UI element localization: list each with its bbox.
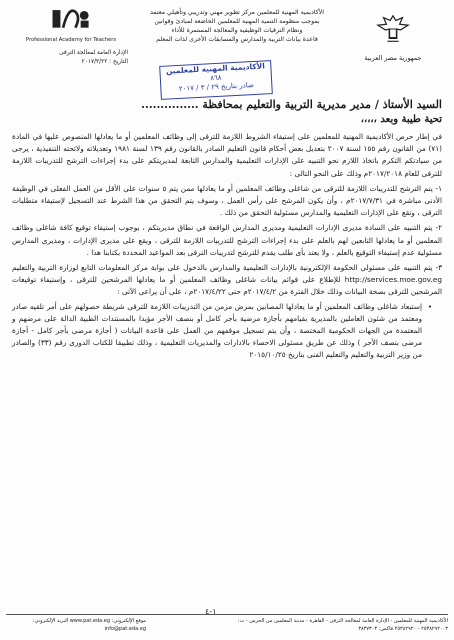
academy-logo-icon [49,4,93,32]
eagle-emblem-icon [374,12,412,46]
academy-name-en: Professional Academy for Teachers [25,37,117,43]
item-1-paragraph: ١- يتم الترشح للتدريبات اللازمة للترقى من شاغلى وظائف المعلمين أو ما يعادلها ممن يتم ٥ سنوات على الأقل من العمل الفعلى في الوظيفة الأدنى مباشرة في ٢٠١٧/٧/٣١م ، وأن يكون المرشح على رأس العمل ، وسوف يتم التحقق من هذا الشرط عند التسجيل لإستيفاء متطلبات الترقى ، وتقع على الإدارات التعليمية والمدارس مسئولية التحقق من ذلك . [12,183,442,218]
country-label: جمهورية مصر العربية [364,54,422,62]
footer-address: الأكاديمية المهنية للمعلمين - الإدارة العامة لمعالجة الترقى - القاهرة - مدينة المعلمين من الحرس - ت: ٢٥٣٨٢٩٢٠٠٣ - ٢٥٣٨٢٩٢٠ فاكس: ٣٨٣٧٣٠٣ [237,618,448,632]
department-label: الإدارة العامة لمعالجة الترقى [59,50,128,56]
item-3-paragraph: ٣- يتم التنبيه على مسئولى الحكومة الإلكترونية بالإدارات التعليمية والمدارس بالدخول على بوابة مركز المعلومات التابع لوزارة التربية والتعليم http://services.moe.gov.eg للإطلاع على قوائم بيانات شاغلى وظائف المعلمين أو ما يعادلها المرشحين للترقى ، وإستيفاء توقيعات المرشحين للترقى بصحة البيانات وذلك خلال الفترة من ٢٠١٧/٤/٢م حتى ٢٠١٧/٤/٢٢م ، على أن يراعى الآتى : [12,263,442,297]
letter-body [12,98,442,362]
academy-description [146,8,328,44]
header-line: الأكاديمية المهنية للمعلمين مركز تطوير مهني وتدريبي وتأهيلي معتمد [150,9,324,16]
intro-paragraph: في إطار حرص الأكاديمية المهنية للمعلمين على إستيفاء الشروط اللازمة للترقى إلى وظائف المعلمين أو ما يعادلها المنصوص عليها في المادة (٧١) من القانون رقم ١٥٥ لسنة ٢٠٠٧ بتعديل بعض أحكام قانون التعليم الصادر بالقانون رقم ١٣٩ لسنة ١٩٨١ وتعديلاته ولائحته التنفيذية ، يرجى من سيادتكم التكرم باتخاذ اللازم نحو التنبيه على الإدارات التعليمية والمدارس التابعة لمديريتكم على بدء إجراءات الترشح للتدريبات اللازمة للترقى للعام ٢٠١٧/٢٠١٨م وذلك على النحو التالى : [12,132,442,178]
state-emblem-block [338,12,448,62]
footer-contact: موقع الإلكتروني: www.pat.eda.eg البريد الإلكتروني: info@pat.eda.eg [32,618,146,632]
bullet-text: إستبعاد شاغلى وظائف المعلمين أو ما يعادلها المصابين بمرض مزمن من التدريبات اللازمة للترقى شريطة حصولهم على أمر تلقيه صادر ومعتمد من شئون العاملين بالمديرية بقيامهم بأجازة مرضية بأجر كامل أو بنصف الأجر مؤيدا بالمستندات الطبية الدالة على مرضهم و المعتمدة من الجهات الحكومية المختصة ، وأن يتم تسجيل موقفهم من العمل على قاعدة البيانات ( أجازة مرضى بأجر كامل - أجازة مرضى بنصف الأجر ) وذلك عن طريق مسئولى الاحصاء بالادارات والمديريات التعليمية ، وذلك تطبيقا للكتاب الدورى رقم (٣٣) والصادر من وزير التربية والتعليم والتعليم الفنى بتاريخ ٢٠١٥/١٠/٢٥ [12,301,422,360]
greeting: تحية طيبة وبعد ،،،،، [360,114,442,125]
letter-meta [6,49,136,67]
item-2-paragraph: ٢- يتم التنبيه على السادة مديرى الإدارات التعليمية ومديرى المدارس الواقعة في نطاق مديريتكم ، بوجوب إستيفاء توقيع كافة شاغلى وظائف المعلمين أو ما يعادلها التابعين لهم بالعلم على بدء إجراءات الترشح للتدريبات اللازمة للترقى ، ويقع على مديرى الإدارات ، ومديرى المدارس مسئولية عدم إستيفاء التوقيع بالعلم ، ولا يعتد بأى طلب يقدم للترشح لتدريبات الترقى بعد المواعيد المحددة بكتابنا هذا . [12,223,442,257]
stamp-title: الأكاديمية المهنية للمعلمين [165,61,266,76]
letter-footer [6,614,448,636]
page-number: ١-٤ [205,607,217,616]
header-line: ونظام الترقيات الوظيفية والمعالجة المستمرة للأداء [171,27,303,34]
academy-logo-block [6,4,136,67]
header-line: قاعدة بيانات التربية والمدارس والمسابقات الأخرى لذات المعلم [156,36,318,43]
bullet-paragraph [12,301,442,362]
stamp-number: ٨٦٨ [210,73,222,83]
bullet-dot-icon: • [427,301,432,311]
stamp-date: صادر بتاريخ ٢٩ / ٣ / ٢٠١٧ [178,81,255,93]
header-line: بموجب منظومة التنمية المهنية للمعلمين الخاضعة لمبادئ وقوانين [154,18,320,25]
outgoing-stamp [159,60,273,100]
letter-date: التاريخ : ٢٠١٧/٣/٢٢ [81,59,128,65]
addressee: السيد الأستاذ / مدير مديرية التربية والتعليم بمحافظة ............... [141,98,442,111]
